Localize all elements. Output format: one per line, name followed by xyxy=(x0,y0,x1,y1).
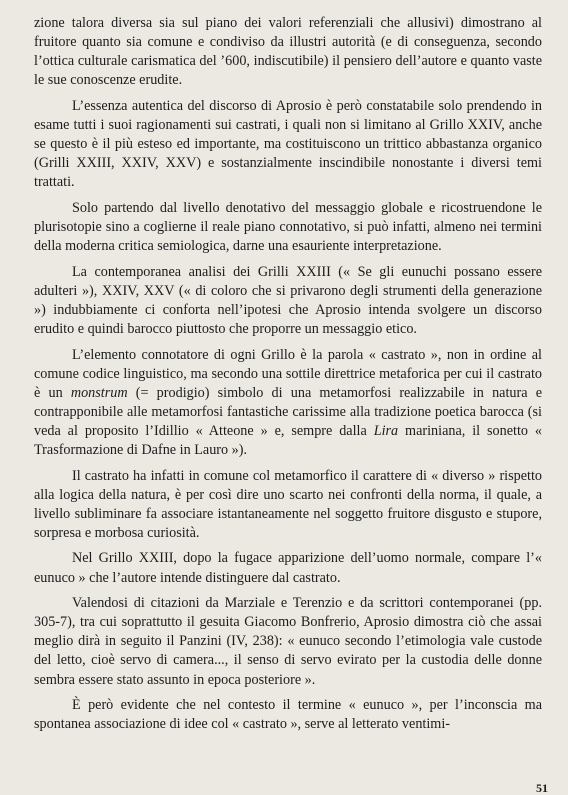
text-run: Valendosi di citazioni da Marziale e Terenzio e da scrittori contemporanei (pp. 305-7), tra cui soprattutto il gesuita Giacomo Bonfrerio, Aprosio dimostra ciò che assai meglio dirà in seguito il Panzini (IV, 238): « eunuco secondo l’etimologia vale custode del letto, cioè servo di camera..., il senso di servo evirato per la custodia delle donne sembra essere stato assunto in epoca posteriore ». xyxy=(34,595,542,688)
body-text xyxy=(34,14,542,734)
italic-text: monstrum xyxy=(70,384,128,401)
text-run: (= prodigio) simbolo di una metamorfosi realizzabile in natura e contrapponibile alle metamorfosi fantastiche carissime alla tradizione poetica barocca (si veda al proposito l’Idillio « Atteone » e, sempre dalla xyxy=(34,384,542,439)
paragraph xyxy=(34,549,542,587)
paragraph xyxy=(34,263,542,339)
paragraph xyxy=(34,199,542,256)
text-run: mariniana, il sonetto « Trasformazione di Dafne in Lauro »). xyxy=(34,422,542,458)
italic-text: Lira xyxy=(373,422,399,439)
text-run: Nel Grillo XXIII, dopo la fugace apparizione dell’uomo normale, compare l’« eunuco » che l’autore intende distinguere dal castrato. xyxy=(34,550,542,586)
text-run: L’essenza autentica del discorso di Aprosio è però constatabile solo prendendo in esame tutti i suoi ragionamenti sui castrati, i quali non si limitano al Grillo XXIV, anche se questo è il più esteso ed importante, ma costituiscono un trittico abbastanza organico (Grilli XXIII, XXIV, XXV) e sostanzialmente inscindibile nonostante i diversi temi trattati. xyxy=(34,97,542,191)
text-run: È però evidente che nel contesto il termine « eunuco », per l’inconscia ma spontanea associazione di idee col « castrato », serve al letterato ventimi- xyxy=(34,697,542,733)
paragraph xyxy=(34,594,542,689)
page-number: 51 xyxy=(536,781,548,795)
text-run: Il castrato ha infatti in comune col metamorfico il carattere di « diverso » rispetto alla logica della natura, è per così dire uno scarto nei confronti della norma, il quale, a livello subliminare fa associare istantaneamente nel soggetto fruitore disgusto e stupore, sorpresa e morbosa curiosità. xyxy=(34,467,542,541)
paragraph xyxy=(34,97,542,192)
text-run: La contemporanea analisi dei Grilli XXIII (« Se gli eunuchi possano essere adulteri »), XXIV, XXV (« di coloro che si privarono degli strumenti della generazione ») indubbiamente ci conforta nell’ipotesi che Aprosio intenda svolgere un discorso erudito e quindi barocco piuttosto che proporre un messaggio etico. xyxy=(34,263,542,337)
text-run: zione talora diversa sia sul piano dei valori referenziali che allusivi) dimostrano al fruitore quanto sia comune e condiviso da illustri autorità (e di conseguenza, secondo l’ottica culturale carismatica del ’600, indiscutibile) il pensiero dell’autore e quanto vaste le sue conoscenze erudite. xyxy=(34,15,542,89)
text-run: Solo partendo dal livello denotativo del messaggio globale e ricostruendone le plurisotopie sino a coglierne il reale piano connotativo, si può infatti, almeno nei termini della moderna critica semiologica, darne una esauriente interpretazione. xyxy=(34,199,542,255)
paragraph xyxy=(34,467,542,543)
text-run: L’elemento connotatore di ogni Grillo è la parola « castrato », non in ordine al comune codice linguistico, ma secondo una sottile direttrice metaforica per cui il castrato è un xyxy=(34,346,542,401)
paragraph xyxy=(34,14,542,90)
paragraph xyxy=(34,696,542,734)
paragraph xyxy=(34,346,542,461)
